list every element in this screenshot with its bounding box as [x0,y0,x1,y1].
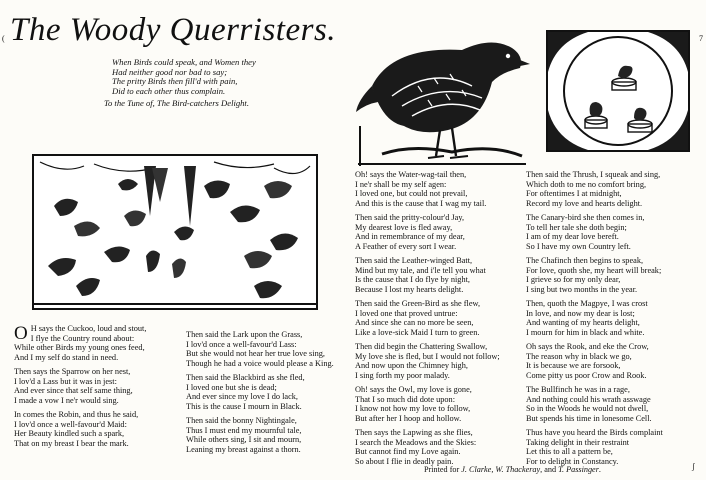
verse-line: Thus I must end my mournful tale, [186,425,302,435]
verse-line: I made a vow I ne'r would sing. [14,396,119,406]
stanza [355,428,500,467]
verse-column-4 [526,170,663,471]
verse-line: That I so much did dote upon: [355,394,456,404]
verse-line: The Chafinch then begins to speak, [526,256,644,265]
edge-mark-top-right: 7 [699,34,703,43]
verse-line: It is because we are forsook, [526,361,621,371]
verse-line: I loved one but she is dead; [186,382,277,392]
verse-line: Then says the Sparrow on her nest, [14,367,131,376]
verse-line: And this is the cause that I wag my tail. [355,199,487,209]
verse-line: And ever since that self same thing, [14,386,133,396]
woodcut-bird-gathering [32,154,318,310]
stanza [355,342,500,381]
verse-line: And nothing could his wrath asswage [526,394,651,404]
verse-line: Then said the bonny Nightingale, [186,416,297,425]
verse-line: Leaning my breast against a thorn. [186,445,301,455]
stanza [355,256,500,295]
verse-line: I am of my dear love bereft. [526,232,619,242]
verse-line: I lov'd once a well-favour'd Maid: [14,419,127,429]
verse-line: Because I lost my hearts delight. [355,285,464,295]
woodcut-three-birds [546,30,690,152]
verse-line: Thus have you heard the Birds complaint [526,428,663,437]
verse-line: This is the cause I mourn in Black. [186,402,302,412]
stanza [526,385,663,424]
stanza [526,256,663,295]
stanza [186,330,334,369]
imprint-prefix: Printed for [424,465,462,474]
verse-line: And I my self do stand in need. [14,353,119,363]
intro-line: When Birds could speak, and Women they [112,57,256,67]
stanza [526,342,663,381]
verse-line: Her Beauty kindled such a spark, [14,429,125,439]
verse-line: Taking delight in their restraint [526,437,630,447]
verse-line: But spends his time in lonesome Cell. [526,414,652,424]
verse-line: And wanting of my hearts delight, [526,318,640,328]
verse-column-1 [14,324,145,453]
imprint-printer: W. Thackeray [495,465,541,474]
verse-line: While other Birds my young ones feed, [14,343,145,353]
verse-line: My love she is fled, but I would not follow; [355,351,500,361]
stanza [355,385,500,424]
stanza [355,213,500,252]
intro-line: The pritty Birds then fill'd with pain, [112,76,238,87]
verse-line: The Canary-bird she then comes in, [526,213,645,222]
edge-mark-bottom-right: ʃ [692,462,695,471]
stanza [526,299,663,338]
ballad-title: The Woody Querristers. [10,12,337,48]
verse-line: And in remembrance of my dear, [355,232,465,242]
verse-line: For oftentimes I at midnight, [526,189,622,199]
verse-line: Which doth to me no comfort bring, [526,179,647,189]
intro-line: Had neither good nor bad to say; [112,66,228,77]
imprint-suffix: . [598,465,601,474]
verse-line: For love, quoth she, my heart will break; [526,265,662,275]
stanza [186,416,334,455]
verse-line: Mind but my tale, and i'le tell you what [355,265,486,275]
verse-line: Then said the pritty-colour'd Jay, [355,213,465,222]
verse-line: Oh! says the Owl, my love is gone, [355,385,472,394]
verse-line: But after her I hoop and hollow. [355,414,462,424]
verse-line: In comes the Robin, and thus he said, [14,410,139,419]
verse-line: The Bullfinch he was in a rage, [526,385,630,394]
verse-line: I lov'd once a well-favour'd Lass: [186,339,297,349]
stanza [14,324,145,363]
verse-line: A Feather of every sort I wear. [355,242,457,252]
verse-line: Oh says the Rook, and eke the Crow, [526,342,649,351]
intro-line: Did to each other thus complain. [112,85,226,96]
verse-line: Though he had a voice would please a King. [186,359,334,369]
drop-cap: O [14,323,28,344]
verse-line: Oh! says the Water-wag-tail then, [355,170,467,179]
verse-line: While others sing, I sit and mourn, [186,435,302,445]
verse-line: I know not how my love to follow, [355,404,471,414]
imprint-separator: , and [540,465,559,474]
intro-verse [112,58,256,96]
verse-line: I search the Meadows and the Skies: [355,437,477,447]
verse-line: Come pitty us poor Crow and Rook. [526,371,647,381]
verse-line: Is the cause that I do flye by night, [355,275,470,285]
verse-column-2 [186,330,334,459]
verse-line: My dearest love is fled away, [355,222,453,232]
verse-line: And now upon the Chimney high, [355,361,468,371]
imprint-separator: , [491,465,496,474]
verse-line: I loved one, but could not prevail, [355,189,468,199]
verse-line: H says the Cuckoo, loud and stout, [30,324,147,333]
stanza [355,299,500,338]
stanza [14,410,145,449]
verse-line: I grieve so for my only dear, [526,275,621,285]
verse-line: Then did begin the Chattering Swallow, [355,342,488,351]
verse-line: For to delight in Constancy. [526,457,619,467]
verse-line: So about I flie in deadly pain. [355,457,454,467]
verse-line: Then said the Lark upon the Grass, [186,330,303,339]
stanza [14,367,145,406]
verse-line: But she would not hear her true love sing, [186,349,325,359]
verse-line: So I have my own Country left. [526,242,631,252]
verse-line: Record my love and hearts delight. [526,199,643,209]
verse-line: I ne'r shall be my self agen: [355,179,447,189]
verse-line: I flye the Country round about: [30,333,135,343]
verse-line: I sing but two months in the year. [526,285,638,295]
verse-line: Like a love-sick Maid I turn to green. [355,328,480,338]
woodcut-large-bird [352,26,534,174]
verse-line: Then says the Lapwing as she flies, [355,428,473,437]
tune-note: To the Tune of, The Bird-catchers Delight. [104,98,249,108]
verse-line: Then said the Blackbird as she fled, [186,373,305,382]
verse-line: To tell her tale she doth begin; [526,222,627,232]
printer-imprint [424,465,601,474]
stanza [355,170,500,209]
verse-line: Then said the Leather-winged Batt, [355,256,473,265]
verse-column-3 [355,170,500,471]
verse-line: I sing forth my poor malady. [355,371,450,381]
verse-line: So in the Woods he would not dwell, [526,404,649,414]
imprint-printer: J. Clarke [461,465,492,474]
stanza [186,373,334,412]
verse-line: Let this to all a pattern be, [526,447,613,457]
verse-line: But cannot find my Love again. [355,447,461,457]
verse-line: The reason why in black we go, [526,351,632,361]
verse-line: And since she can no more be seen, [355,318,474,328]
imprint-printer: T. Passinger [558,465,599,474]
stanza [526,428,663,467]
stanza [526,170,663,209]
verse-line: Then, quoth the Magpye, I was crost [526,299,648,308]
verse-line: That on my breast I bear the mark. [14,439,129,449]
verse-line: I loved one that proved untrue: [355,308,458,318]
stanza [526,213,663,252]
verse-line: In love, and now my dear is lost; [526,308,635,318]
verse-line: I lov'd a Lass but it was in jest: [14,376,117,386]
verse-line: I mourn for him in black and white. [526,328,645,338]
verse-line: Then said the Green-Bird as she flew, [355,299,481,308]
edge-mark-left: ( [2,34,5,43]
verse-line: Then said the Thrush, I squeak and sing, [526,170,661,179]
verse-line: And ever since my love I do lack, [186,392,298,402]
